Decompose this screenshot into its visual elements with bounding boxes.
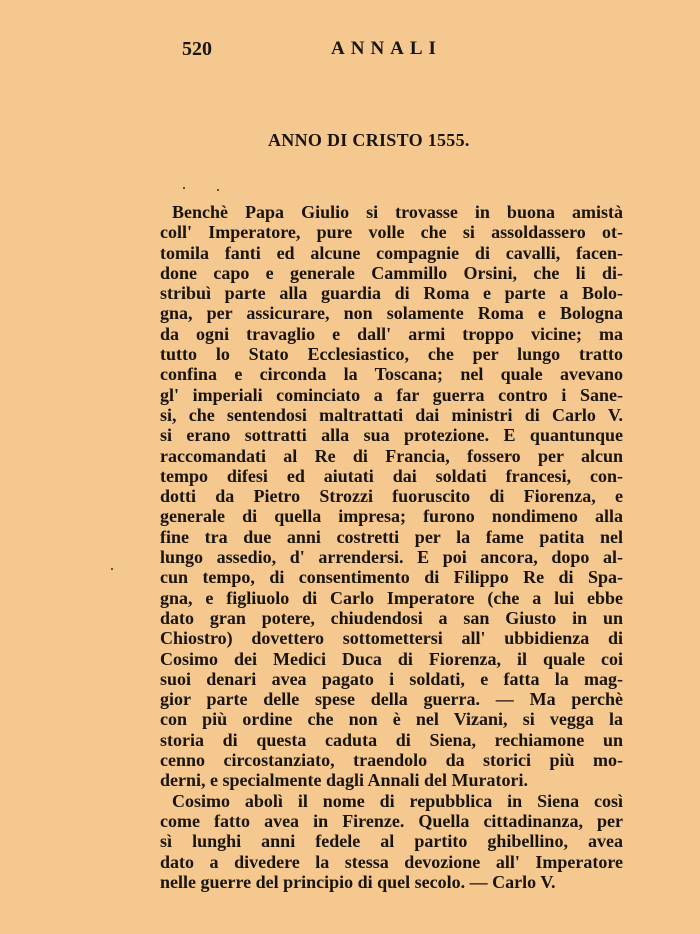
page-number: 520: [182, 38, 212, 60]
text-line: si erano sottratti alla sua protezione. E quantunque: [160, 425, 623, 446]
text-line: suoi denari avea pagato i soldati, e fatta la mag-: [160, 668, 623, 689]
print-speck: [111, 568, 113, 570]
text-line: come fatto avea in Firenze. Quella cittadinanza, per: [160, 810, 623, 831]
text-line: cenno circostanziato, traendolo da storici più mo-: [160, 750, 623, 771]
text-line: Cosimo dei Medici Duca di Fiorenza, il quale coi: [160, 648, 623, 669]
text-line: nelle guerre del principio di quel secolo. — Carlo V.: [160, 871, 556, 892]
text-line: cun tempo, di consentimento di Filippo Re di Spa-: [160, 567, 623, 588]
text-line: sì lunghi anni fedele al partito ghibellino, avea: [160, 831, 623, 852]
text-line: Benchè Papa Giulio si trovasse in buona amistà: [172, 202, 623, 222]
text-line: dotti da Pietro Strozzi fuoruscito di Fiorenza, e: [160, 486, 623, 507]
text-line: fine tra due anni costretti per la fame patita nel: [160, 526, 623, 547]
text-line: Cosimo abolì il nome di repubblica in Siena così: [172, 790, 623, 811]
text-line: Chiostro) dovettero sottomettersi all' ubbidienza di: [160, 628, 623, 649]
text-line: con più ordine che non è nel Vizani, si vegga la: [160, 709, 623, 730]
text-line: generale di quella impresa; furono nondimeno alla: [160, 506, 623, 527]
text-line: storia di questa caduta di Siena, rechiamone un: [160, 729, 623, 750]
print-speck: [183, 187, 185, 189]
text-line: tutto lo Stato Ecclesiastico, che per lungo tratto: [160, 344, 623, 365]
text-line: gl' imperiali cominciato a far guerra contro i Sane-: [160, 384, 623, 405]
text-line: derni, e specialmente dagli Annali del Muratori.: [160, 770, 528, 791]
paragraph-1: [160, 202, 623, 791]
text-line: gior parte delle spese della guerra. — Ma perchè: [160, 689, 623, 710]
text-line: da ogni travaglio e dall' armi troppo vicine; ma: [160, 323, 623, 344]
text-line: coll' Imperatore, pure volle che si assoldassero ot-: [160, 222, 623, 243]
text-line: confina e circonda la Toscana; nel quale avevano: [160, 364, 623, 385]
text-line: tempo difesi ed aiutati dai soldati francesi, con-: [160, 465, 623, 486]
paragraph-2: [160, 791, 623, 892]
text-line: done capo e generale Cammillo Orsini, che li di-: [160, 262, 623, 283]
running-title: ANNALI: [331, 38, 442, 59]
text-line: tomila fanti ed alcune compagnie di cavalli, facen-: [160, 242, 623, 263]
text-line: lungo assedio, d' arrendersi. E poi ancora, dopo al-: [160, 547, 623, 568]
text-line: raccomandati al Re di Francia, fossero per alcun: [160, 445, 623, 466]
text-line: dato a divedere la stessa devozione all' Imperatore: [160, 851, 623, 872]
text-line: gna, per assicurare, non solamente Roma e Bologna: [160, 303, 623, 324]
text-line: gna, e figliuolo di Carlo Imperatore (che a lui ebbe: [160, 587, 623, 608]
body-text: [160, 202, 623, 892]
chapter-title: ANNO DI CRISTO 1555.: [268, 130, 470, 150]
text-line: stribuì parte alla guardia di Roma e parte a Bolo-: [160, 283, 623, 304]
print-speck: [217, 189, 219, 191]
text-line: si, che sentendosi maltrattati dai ministri di Carlo V.: [160, 404, 623, 425]
text-line: dato gran potere, chiudendosi a san Giusto in un: [160, 607, 623, 628]
